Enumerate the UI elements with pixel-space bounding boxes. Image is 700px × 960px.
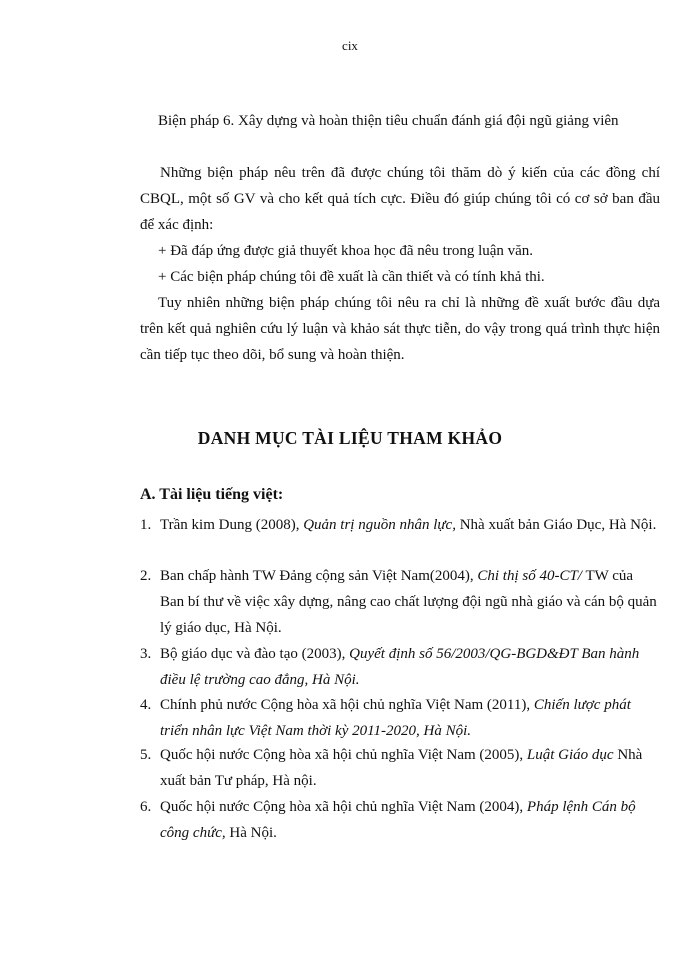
reference-title: Luật Giáo dục [526,747,614,763]
reference-number: 4. [140,697,152,713]
reference-number: 3. [140,646,152,662]
paragraph-conclusion: Tuy nhiên những biện pháp chúng tôi nêu ra chỉ là những đề xuất bước đầu dựa trên kết quả nghiên cứu lý luận và khảo sát thực tiễn, do vậy trong quá trình thực hiện cần tiếp tục theo dõi, bổ sung và hoàn thiện. [140,295,660,363]
section-a-heading: A. Tài liệu tiếng việt: [140,486,284,503]
reference-publisher: Hà Nội. [225,825,277,841]
reference-item [140,692,660,744]
reference-authors: Ban chấp hành TW Đảng cộng sản Việt Nam(2004), [160,568,478,584]
bullet-item-2: + Các biện pháp chúng tôi đề xuất là cần thiết và có tính khả thi. [158,269,545,285]
reference-authors: Quốc hội nước Cộng hòa xã hội chủ nghĩa Việt Nam (2004), [160,799,527,815]
reference-number: 6. [140,799,152,815]
reference-item [140,641,660,693]
reference-number: 1. [140,517,152,533]
reference-number: 2. [140,568,152,584]
reference-authors: Chính phủ nước Cộng hòa xã hội chủ nghĩa Việt Nam (2011), [160,697,534,713]
reference-publisher: Nhà xuất bản Tư pháp, Hà nội. [160,747,643,789]
reference-item [140,512,660,538]
bullet-item-1: + Đã đáp ứng được giả thuyết khoa học đã nêu trong luận văn. [158,243,534,259]
reference-authors: Bộ giáo dục và đào tạo (2003), [160,646,350,662]
reference-title: Pháp lệnh Cán bộ công chức, [160,799,636,841]
reference-item [140,742,660,794]
reference-title: Chiến lược phát triển nhân lực Việt Nam thời kỳ 2011-2020, Hà Nội. [160,697,631,739]
reference-item [140,794,660,846]
reference-title: Quản trị nguồn nhân lực, [303,517,456,533]
reference-publisher: Nhà xuất bản Giáo Dục, Hà Nội. [455,517,657,533]
paragraph-bien-phap-6: Biện pháp 6. Xây dựng và hoàn thiện tiêu chuẩn đánh giá đội ngũ giảng viên [158,113,619,129]
reference-publisher: TW của Ban bí thư về việc xây dựng, nâng cao chất lượng đội ngũ nhà giáo và cán bộ quản lý giáo dục, Hà Nội. [160,568,657,636]
reference-authors: Quốc hội nước Cộng hòa xã hội chủ nghĩa Việt Nam (2005), [160,747,527,763]
reference-title: Chi thị số 40-CT/ [477,568,582,584]
reference-title: Quyết định số 56/2003/QG-BGD&ĐT Ban hành điều lệ trường cao đẳng, Hà Nội. [160,646,640,688]
paragraph-intro: Những biện pháp nêu trên đã được chúng tôi thăm dò ý kiến của các đồng chí CBQL, một số GV và cho kết quả tích cực. Điều đó giúp chúng tôi có cơ sở ban đầu để xác định: [140,165,660,233]
reference-number: 5. [140,747,152,763]
page-number: cix [342,38,358,53]
reference-item [140,563,660,641]
reference-authors: Trần kim Dung (2008), [160,517,304,533]
references-heading: DANH MỤC TÀI LIỆU THAM KHẢO [197,428,503,448]
